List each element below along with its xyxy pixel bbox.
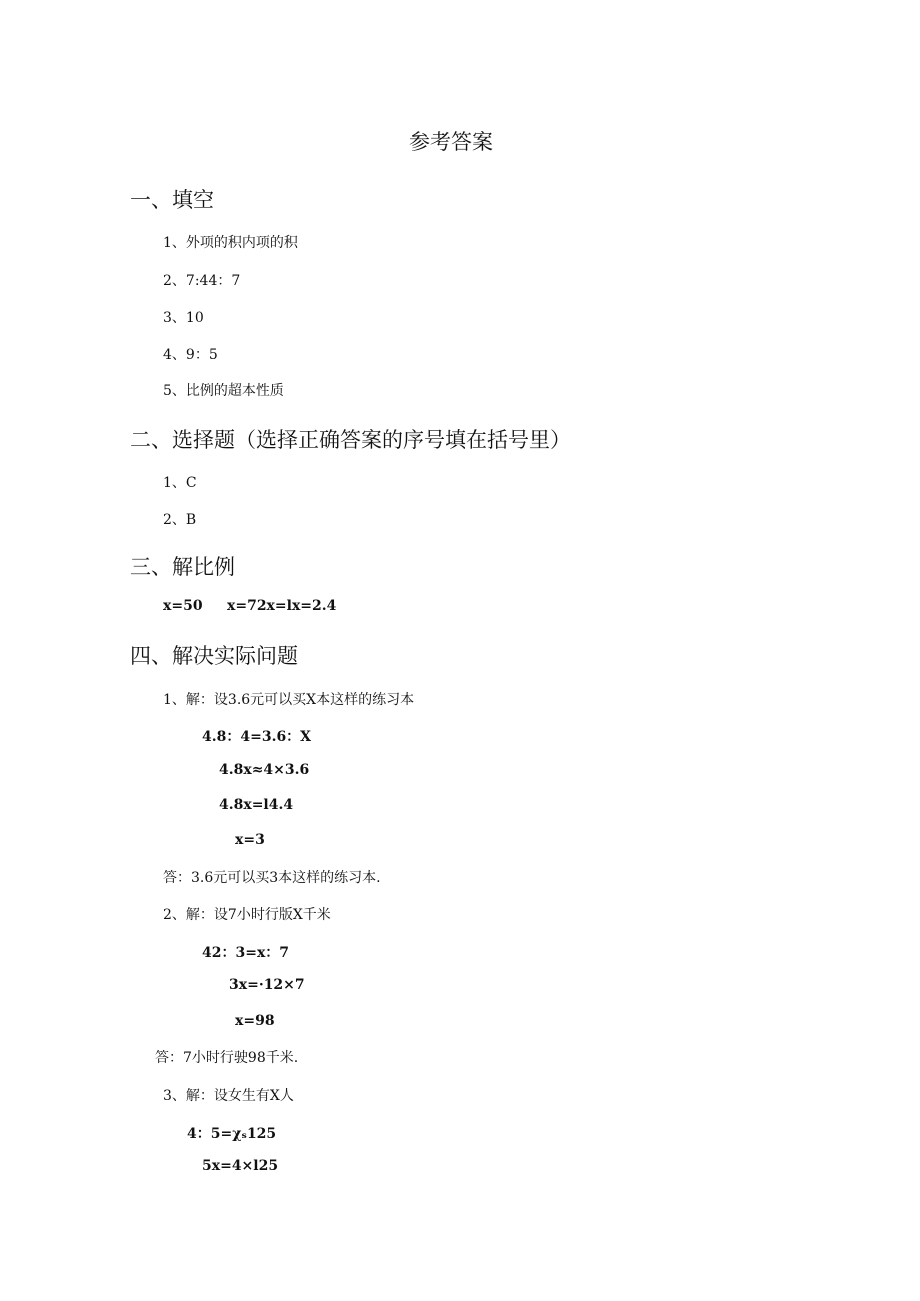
problem-intro: 1、解：设3.6元可以买X本这样的练习本: [163, 692, 415, 708]
answer-item: 1、C: [163, 475, 197, 491]
answer-item: x=72x=lx=2.4: [227, 598, 337, 614]
solution-step: x=3: [235, 832, 265, 848]
page-title: 参考答案: [409, 130, 493, 154]
answer-item: 4、9：5: [163, 347, 218, 363]
answer-item: 2、B: [163, 512, 197, 528]
problem-intro: 2、解：设7小时行版X千米: [163, 907, 331, 923]
solution-step: 4.8x=l4.4: [219, 797, 294, 813]
answer-item: 5、比例的超本性质: [163, 383, 284, 399]
problem-answer: 答：7小时行驶98千米.: [155, 1050, 299, 1066]
answer-item: 2、7:44：7: [163, 273, 241, 289]
section-heading-fill-blanks: 一、填空: [130, 188, 214, 212]
solution-step: 3x=·12×7: [229, 977, 305, 993]
section-heading-word-problems: 四、解决实际问题: [130, 644, 298, 668]
solution-step: 42：3=x：7: [202, 945, 290, 961]
section-heading-multiple-choice: 二、选择题（选择正确答案的序号填在括号里）: [130, 428, 571, 452]
solution-step: x=98: [235, 1013, 275, 1029]
answer-item: 1、外项的积内项的积: [163, 235, 298, 251]
solution-step: 5x=4×l25: [202, 1158, 279, 1174]
answer-item: x=50: [163, 598, 203, 614]
solution-step: 4.8：4=3.6：X: [202, 729, 312, 745]
solution-step: 4.8x≈4×3.6: [219, 762, 310, 778]
solution-step: 4：5=χₛ125: [187, 1126, 277, 1142]
section-heading-solve-proportion: 三、解比例: [130, 555, 235, 579]
answer-item: 3、10: [163, 310, 204, 326]
problem-intro: 3、解：设女生有X人: [163, 1088, 294, 1104]
problem-answer: 答：3.6元可以买3本这样的练习本.: [163, 870, 381, 886]
